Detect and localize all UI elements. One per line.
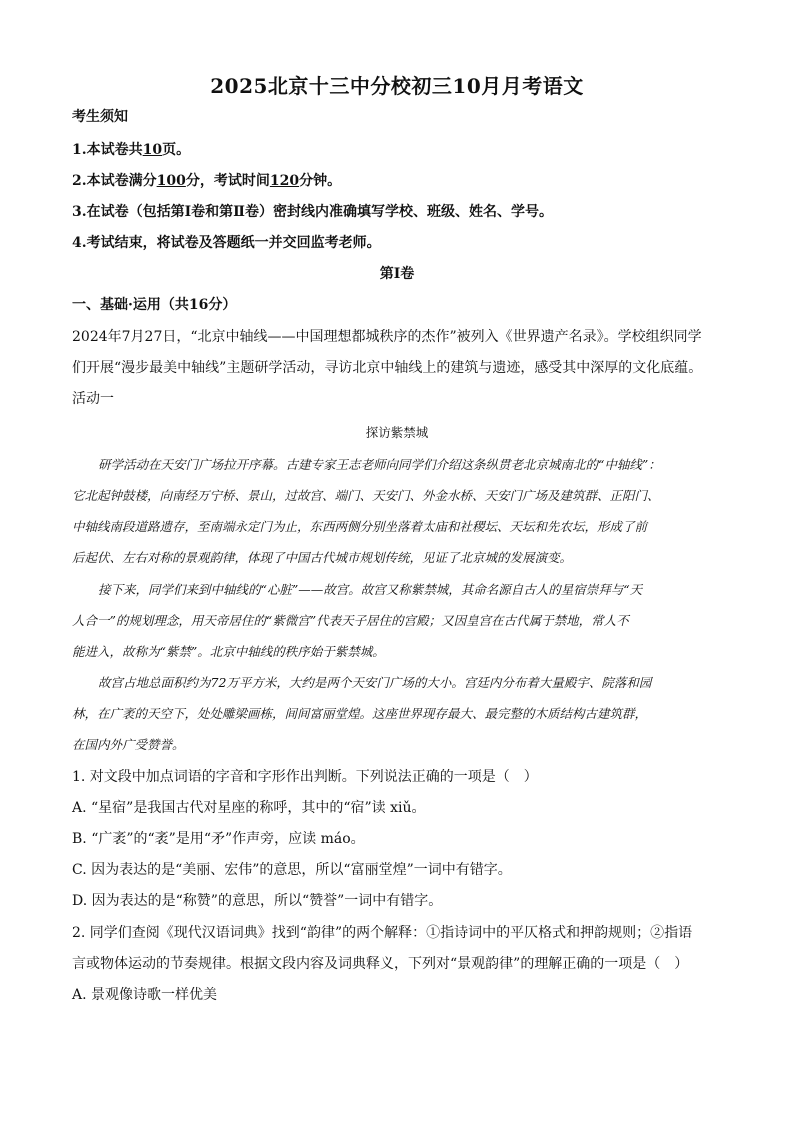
question-1-option-d: D. 因为表达的是“称赞”的意思，所以“赞誉”一词中有错字。 [72,893,443,909]
question-2-stem-line-1: 2. 同学们查阅《现代汉语词典》找到“韵律”的两个解释：①指诗词中的平仄格式和押韵规则；②指语 [72,925,693,941]
passage-line: 研学活动在天安门广场拉开序幕。古建专家王志老师向同学们介绍这条纵贯老北京城南北的“中轴线”： [98,457,661,472]
notice-pages-value: 10 [142,142,163,158]
page-title: 2025北京十三中分校初三10月月考语文 [210,74,584,98]
activity-label: 活动一 [72,391,114,407]
passage-line: 林，在广袤的天空下，处处雕梁画栋，间间富丽堂煌。这座世界现存最大、最完整的木质结构古建筑群， [72,706,648,721]
volume-heading: 第Ⅰ卷 [379,266,415,282]
question-1-option-a: A. “星宿”是我国古代对星座的称呼，其中的“宿”读 xiǔ。 [72,800,426,816]
question-1-option-c: C. 因为表达的是“美丽、宏伟”的意思，所以“富丽堂煌”一词中有错字。 [72,862,512,878]
question-2-option-a: A. 景观像诗歌一样优美 [72,987,218,1003]
notice-item-2 [72,170,728,190]
notice-time-value: 120 [269,173,300,189]
notice-item-4: 4.考试结束，将试卷及答题纸一并交回监考老师。 [72,235,381,251]
passage-line: 中轴线南段道路遗存，至南端永定门为止，东西两侧分别坐落着太庙和社稷坛、天坛和先农坛，形成了前 [72,519,648,534]
question-1-stem: 1. 对文段中加点词语的字音和字形作出判断。下列说法正确的一项是（ ） [72,769,538,785]
notice-heading: 考生须知 [72,109,128,125]
intro-line-2: 们开展“漫步最美中轴线”主题研学活动，寻访北京中轴线上的建筑与遗迹，感受其中深厚的文化底蕴。 [72,360,703,376]
passage-line: 故宫占地总面积约为72万平方米，大约是两个天安门广场的大小。宫廷内分布着大量殿宇、院落和园 [98,675,652,690]
passage-line: 人合一”的规划理念，用天帝居住的“紫微宫”代表天子居住的宫殿；又因皇宫在古代属于禁地，常人不 [72,613,629,628]
notice-item-1-post: 页。 [162,142,191,158]
notice-item-2-post: 分钟。 [299,173,342,189]
notice-item-3: 3.在试卷（包括第Ⅰ卷和第Ⅱ卷）密封线内准确填写学校、班级、姓名、学号。 [72,204,553,220]
passage-line: 接下来，同学们来到中轴线的“心脏”——故宫。故宫又称紫禁城，其命名源自古人的星宿崇拜与“天 [98,582,643,597]
intro-line-1: 2024年7月27日，“北京中轴线——中国理想都城秩序的杰作”被列入《世界遗产名录》。学校组织同学 [72,329,702,345]
question-1-option-b: B. “广袤”的“袤”是用“矛”作声旁，应读 máo。 [72,831,365,847]
question-2-stem-line-2: 言或物体运动的节奏规律。根据文段内容及词典释义，下列对“景观韵律”的理解正确的一项是（ ） [72,956,689,972]
notice-item-1-pre: 1.本试卷共 [72,142,143,158]
passage-title: 探访紫禁城 [365,425,429,440]
passage-line: 在国内外广受赞誉。 [72,737,185,752]
notice-item-1 [72,139,728,159]
notice-item-2-mid: 分，考试时间 [185,173,270,189]
passage-line: 能进入，故称为“紫禁”。北京中轴线的秩序始于紫禁城。 [72,644,385,659]
notice-item-2-pre: 2.本试卷满分 [72,173,157,189]
notice-score-value: 100 [156,173,186,189]
passage-line: 后起伏、左右对称的景观韵律，体现了中国古代城市规划传统，见证了北京城的发展演变。 [72,550,573,565]
passage-line: 它北起钟鼓楼，向南经万宁桥、景山，过故宫、端门、天安门、外金水桥、天安门广场及建筑群、正阳门、 [72,488,660,503]
part-heading: 一、基础·运用（共16分） [72,297,237,313]
